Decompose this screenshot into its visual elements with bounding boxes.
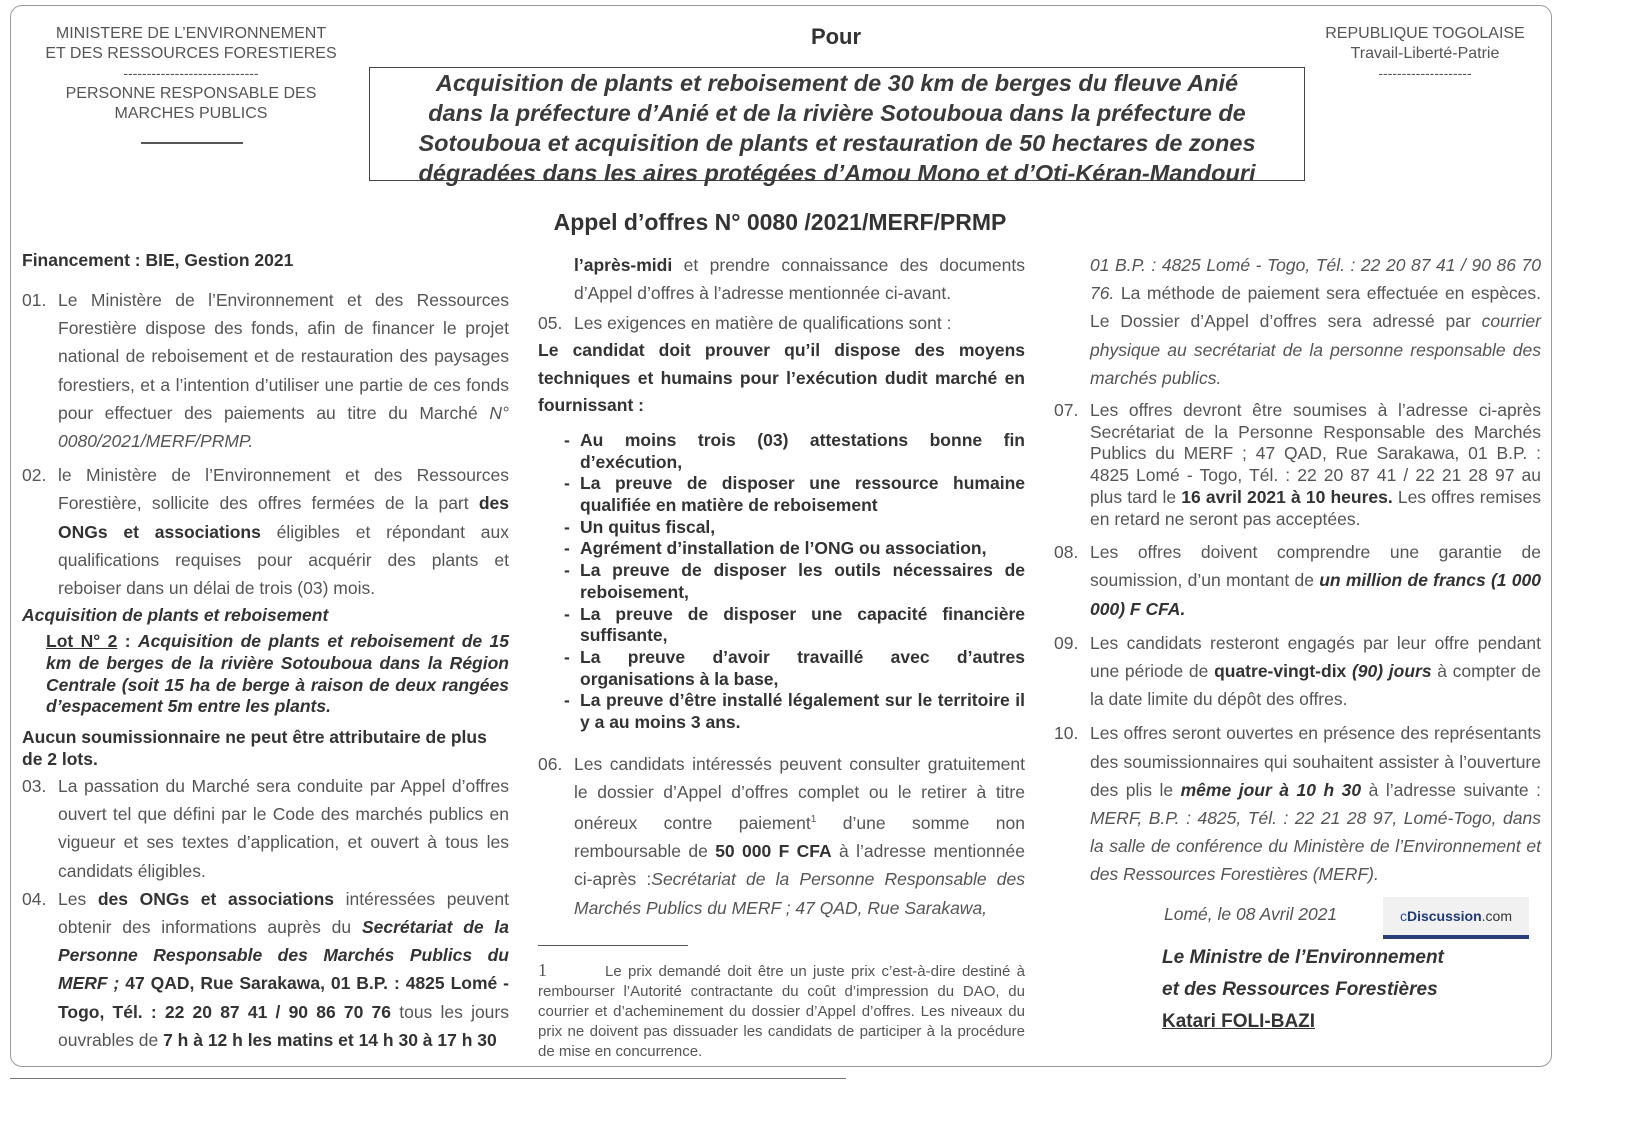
list-item xyxy=(538,473,1025,516)
section-02 xyxy=(22,461,509,602)
lot-heading: Acquisition de plants et reboisement xyxy=(22,605,329,626)
list-item xyxy=(538,517,1025,539)
section-10-text-d: MERF, B.P. : 4825, Tél. : 22 21 28 97, Lomé-Togo, dans la salle de conférence du Ministère de l’Environnement et des Ressources Forestières (MERF). xyxy=(1090,808,1541,885)
section-06-text-a: Les candidats intéressés peuvent consulter gratuitement le dossier d’Appel d’offres complet ou le retirer à titre onéreux contre paiement xyxy=(574,753,1025,833)
ministry-header xyxy=(30,24,352,124)
bullet-dash: - xyxy=(564,603,570,624)
bullet-text: La preuve d’avoir travaillé avec d’autres organisations à la base, xyxy=(580,646,1025,689)
title-box xyxy=(369,67,1305,186)
section-04-num: 04. xyxy=(22,888,47,909)
section-04 xyxy=(22,885,509,1054)
signature-line1: Le Ministre de l’Environnement xyxy=(1162,947,1444,968)
lot-2-label: Lot N° 2 xyxy=(46,631,118,652)
bullet-text: Au moins trois (03) attestations bonne fin d’exécution, xyxy=(580,429,1025,472)
financing: Financement : BIE, Gestion 2021 xyxy=(22,250,294,270)
republic-dash: -------------------- xyxy=(1378,65,1472,81)
footnote xyxy=(538,960,1025,1062)
bullet-text: Un quitus fiscal, xyxy=(580,516,716,537)
section-04-text-g: 7 h à 12 h les matins et 14 h 30 à 17 h 30 xyxy=(163,1029,497,1050)
republic-header xyxy=(1300,24,1550,80)
section-07-text-c: Les offres remises en retard ne seront pas acceptées. xyxy=(1090,486,1542,529)
section-06 xyxy=(538,750,1025,922)
section-07-text-b: 16 avril 2021 à 10 heures. xyxy=(1181,486,1393,507)
section-03-num: 03. xyxy=(22,776,47,797)
section-06-cont-b: La méthode de paiement sera effectuée en espèces. xyxy=(1114,283,1541,304)
section-10 xyxy=(1054,719,1541,888)
section-08-text-b: un million de francs (1 000 000) F CFA. xyxy=(1090,570,1541,619)
bullet-dash: - xyxy=(564,516,570,537)
section-04-cont-a: l’après-midi xyxy=(574,255,673,275)
section-06-text-e: Secrétariat de la Personne Responsable des Marchés Publics du MERF ; 47 QAD, Rue Sarakawa, xyxy=(574,869,1025,918)
ministry-dash: ----------------------------- xyxy=(123,65,259,81)
section-06-cont-c: Le Dossier d’Appel d’offres sera adressé par xyxy=(1090,311,1482,332)
section-09-text-b: quatre-vingt-dix xyxy=(1214,661,1347,682)
section-10-text-b: même jour à 10 h 30 xyxy=(1180,779,1362,800)
section-09-text-d: à compter de la date limite du dépôt des offres. xyxy=(1090,661,1541,710)
section-07 xyxy=(1054,400,1541,530)
bullet-text: Agrément d’installation de l’ONG ou association, xyxy=(580,538,987,559)
cdiscussion-logo xyxy=(1383,897,1529,939)
section-04-text-c: intéressées peuvent obtenir des informations auprès du xyxy=(58,888,509,938)
bullet-text: La preuve d’être installé légalement sur le territoire il y a au moins 3 ans. xyxy=(580,690,1025,733)
list-item xyxy=(538,560,1025,603)
section-02-text-b: des ONGs et associations xyxy=(58,493,509,542)
section-04-text-b: des ONGs et associations xyxy=(97,888,334,909)
section-01-text: Le Ministère de l’Environnement et des Ressources Forestière dispose des fonds, afin de financer le projet national de reboisement et de restauration des paysages forestiers, et a l’intention d’utiliser une partie de ces fonds pour effectuer des paiements au titre du Marché xyxy=(58,290,509,423)
title-line4: dégradées dans les aires protégées d’Amou Mono et d’Oti-Kéran-Mandouri xyxy=(418,160,1256,186)
republic-name: REPUBLIQUE TOGOLAISE xyxy=(1325,25,1525,42)
lot-2-separator: : xyxy=(117,631,138,652)
section-06-continued xyxy=(1054,251,1541,392)
logo-discussion: Discussion xyxy=(1406,908,1482,924)
section-09 xyxy=(1054,629,1541,714)
bullet-dash: - xyxy=(564,429,570,450)
logo-com: .com xyxy=(1481,908,1513,924)
section-01-ref: N° 0080/2021/MERF/PRMP. xyxy=(58,402,509,452)
bullet-text: La preuve de disposer les outils nécessaires de reboisement, xyxy=(580,560,1025,602)
list-item xyxy=(538,647,1025,690)
section-02-num: 02. xyxy=(22,465,47,486)
signature-block xyxy=(1162,942,1444,1038)
column-2 xyxy=(538,251,1025,922)
section-08-num: 08. xyxy=(1054,542,1079,563)
section-06-text-b: d’une somme non remboursable de xyxy=(574,812,1026,862)
section-03 xyxy=(22,772,509,885)
section-04-text-a: Les xyxy=(58,888,98,909)
section-09-text-c: (90) jours xyxy=(1346,661,1432,682)
title-line2: dans la préfecture d’Anié et de la rivière Sotouboua dans la préfecture de xyxy=(428,100,1246,126)
section-06-num: 06. xyxy=(538,753,563,774)
bullet-dash: - xyxy=(564,538,570,559)
footnote-number: 1 xyxy=(538,960,547,980)
list-item xyxy=(538,538,1025,560)
prmp-line2: MARCHES PUBLICS xyxy=(114,105,268,122)
list-item xyxy=(538,430,1025,473)
signature-date: Lomé, le 08 Avril 2021 xyxy=(1164,904,1338,924)
section-05-text: Les exigences en matière de qualifications sont : xyxy=(574,313,952,334)
footnote-text: Le prix demandé doit être un juste prix c’est-à-dire destiné à rembourser l’Autorité contractante du coût d’impression du DAO, du courrier et d’acheminement du dossier d’Appel d’offres. Les niveaux du prix ne doivent pas dissuader les candidats de participer à la procédure de mise en concurrence. xyxy=(538,963,1025,1060)
ministry-line2: ET DES RESSOURCES FORESTIERES xyxy=(45,45,337,62)
signature-line2: et des Ressources Forestières xyxy=(1162,979,1438,1000)
lot-2 xyxy=(22,631,509,718)
no-bidder-note: Aucun soumissionnaire ne peut être attributaire de plus de 2 lots. xyxy=(22,727,487,770)
section-08-text-a: Les offres doivent comprendre une garantie de soumission, d’un montant de xyxy=(1090,542,1541,591)
lot-2-text: Acquisition de plants et reboisement de 15 km de berges de la rivière Sotouboua dans la Région Centrale (soit 15 ha de berge à raison de deux rangées d’espacement 5m entre les plants. xyxy=(46,631,509,717)
prmp-line1: PERSONNE RESPONSABLE DES xyxy=(65,85,317,102)
bullet-dash: - xyxy=(564,646,570,667)
section-06-text-d: à l’adresse mentionnée ci-après : xyxy=(574,841,1025,890)
section-02-text-a: le Ministère de l’Environnement et des Ressources Forestière, sollicite des offres fermées de la part xyxy=(58,465,509,514)
qualification-list xyxy=(538,430,1025,734)
section-07-num: 07. xyxy=(1054,400,1079,421)
pour-label: Pour xyxy=(810,24,862,49)
list-item xyxy=(538,604,1025,647)
bottom-rule xyxy=(10,1078,846,1079)
section-06-text-c: 50 000 F CFA xyxy=(715,841,832,862)
ministry-line1: MINISTERE DE L’ENVIRONNEMENT xyxy=(55,25,327,42)
section-10-text-a: Les offres seront ouvertes en présence des représentants des soumissionnaires qui souhaitent assister à l’ouverture des plis le xyxy=(1090,723,1541,800)
section-04-cont-b: et prendre connaissance des documents d’Appel d’offres à l’adresse mentionnée ci-avant. xyxy=(574,255,1025,304)
section-05-num: 05. xyxy=(538,313,563,334)
section-03-text: La passation du Marché sera conduite par Appel d’offres ouvert tel que défini par le Code des marchés publics en vigueur et ses textes d’application, et ouvert à tous les candidats éligibles. xyxy=(58,776,509,881)
bullet-text: La preuve de disposer une ressource humaine qualifiée en matière de reboisement xyxy=(580,473,1025,516)
title-line3: Sotouboua et acquisition de plants et restauration de 50 hectares de zones xyxy=(418,130,1256,156)
logo-c: c xyxy=(1399,908,1407,924)
bullet-dash: - xyxy=(564,690,570,711)
header-underline xyxy=(141,142,243,144)
tender-number: Appel d’offres N° 0080 /2021/MERF/PRMP xyxy=(553,209,1007,235)
bullet-dash: - xyxy=(564,473,570,494)
section-01 xyxy=(22,286,509,455)
footnote-rule xyxy=(538,945,688,946)
section-05 xyxy=(538,311,1025,335)
title-line1: Acquisition de plants et reboisement de 30 km de berges du fleuve Anié xyxy=(435,70,1239,96)
section-09-num: 09. xyxy=(1054,632,1079,653)
footnote-marker: 1 xyxy=(810,814,817,826)
section-06-cont-d: courrier physique au secrétariat de la personne responsable des marchés publics. xyxy=(1090,311,1541,388)
bullet-text: La preuve de disposer une capacité financière suffisante, xyxy=(580,603,1025,646)
bullet-dash: - xyxy=(564,560,570,581)
column-1 xyxy=(22,248,509,1054)
section-07-text-a: Les offres devront être soumises à l’adresse ci-après Secrétariat de la Personne Responsable des Marchés Publics du MERF ; 47 QAD, Rue Sarakawa, 01 B.P. : 4825 Lomé - Togo, Tél. : 22 20 87 41 / 22 21 28 97 au plus tard le xyxy=(1090,400,1541,507)
signature-name: Katari FOLI-BAZI xyxy=(1162,1011,1316,1032)
section-01-num: 01. xyxy=(22,290,47,310)
list-item xyxy=(538,690,1025,733)
section-09-text-a: Les candidats resteront engagés par leur offre pendant une période de xyxy=(1090,632,1541,682)
section-04-continued xyxy=(538,251,1025,307)
section-08 xyxy=(1054,538,1541,623)
section-04-text-f: tous les jours ouvrables de xyxy=(58,1001,509,1050)
section-04-text-e: 47 QAD, Rue Sarakawa, 01 B.P. : 4825 Lomé - Togo, Tél. : 22 20 87 41 / 90 86 70 76 xyxy=(58,973,509,1022)
section-04-text-d: Secrétariat de la Personne Responsable des Marchés Publics du MERF ; xyxy=(58,917,509,994)
section-02-text-c: éligibles et répondant aux qualifications requises pour acquérir des plants et reboiser dans un délai de trois (03) mois. xyxy=(58,521,509,599)
section-10-text-c: à l’adresse suivante : xyxy=(1361,779,1541,800)
section-06-cont-a: 01 B.P. : 4825 Lomé - Togo, Tél. : 22 20 87 41 / 90 86 70 76. xyxy=(1090,255,1541,304)
section-10-num: 10. xyxy=(1054,723,1079,744)
section-05-requirement: Le candidat doit prouver qu’il dispose des moyens techniques et humains pour l’exécution dudit marché en fournissant : xyxy=(538,340,1025,416)
column-3 xyxy=(1054,251,1541,889)
republic-motto: Travail-Liberté-Patrie xyxy=(1350,45,1500,62)
